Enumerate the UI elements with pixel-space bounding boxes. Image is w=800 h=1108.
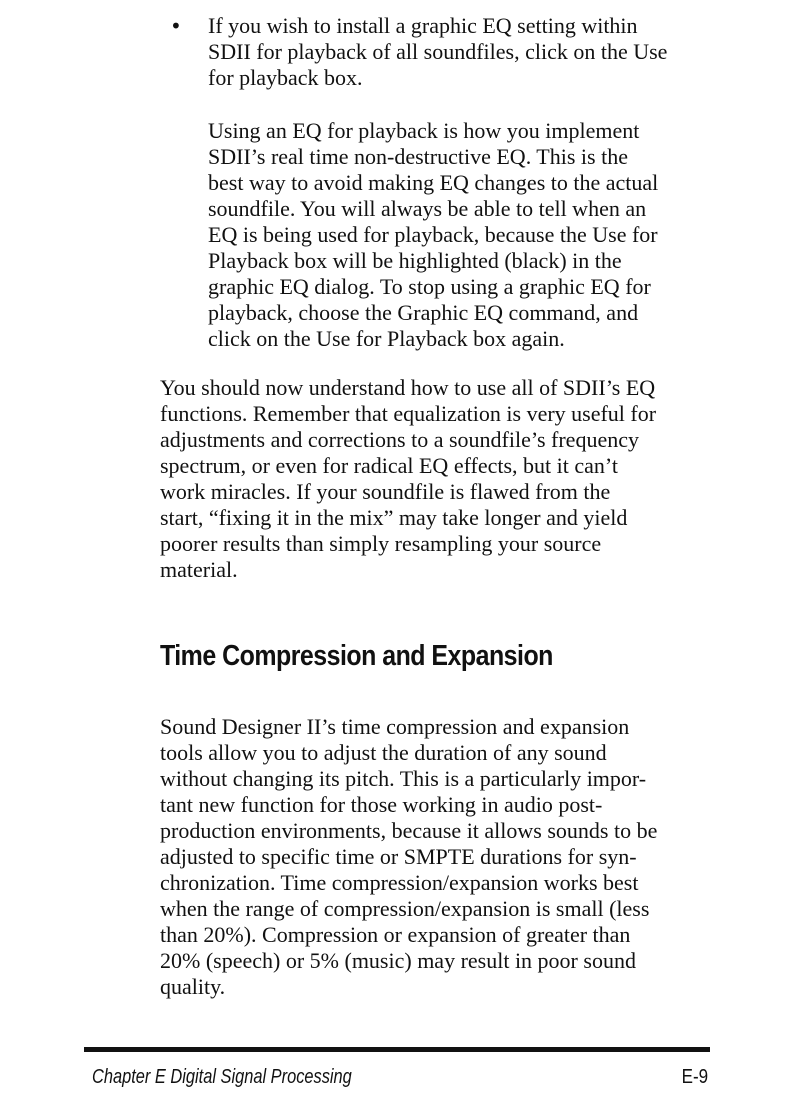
text-line: work miracles. If your soundfile is flawed from the [160, 479, 611, 504]
section-heading: Time Compression and Expansion [160, 640, 553, 672]
text-line: for playback box. [208, 65, 363, 90]
text-line: 20% (speech) or 5% (music) may result in poor sound [160, 948, 636, 973]
text-line: Sound Designer II’s time compression and expansion [160, 714, 630, 739]
text-line: functions. Remember that equalization is very useful for [160, 401, 657, 426]
footer-chapter-title: Chapter E Digital Signal Processing [92, 1066, 352, 1088]
text-line: You should now understand how to use all of SDII’s EQ [160, 375, 656, 400]
text-line: quality. [160, 974, 226, 999]
text-line: Playback box will be highlighted (black) in the [208, 248, 622, 273]
time-compression-paragraph [160, 714, 740, 1000]
text-line: chronization. Time compression/expansion works best [160, 870, 639, 895]
text-line: If you wish to install a graphic EQ setting within [208, 13, 638, 38]
footer-rule [84, 1047, 710, 1052]
text-line: SDII for playback of all soundfiles, click on the Use [208, 39, 668, 64]
summary-paragraph [160, 375, 740, 583]
text-line: SDII’s real time non-destructive EQ. This is the [208, 144, 628, 169]
text-line: start, “fixing it in the mix” may take longer and yield [160, 505, 628, 530]
text-line: adjustments and corrections to a soundfile’s frequency [160, 427, 639, 452]
text-line: soundfile. You will always be able to tell when an [208, 196, 647, 221]
text-line: graphic EQ dialog. To stop using a graphic EQ for [208, 274, 651, 299]
text-line: than 20%). Compression or expansion of greater than [160, 922, 631, 947]
bullet-item-text [208, 13, 728, 91]
text-line: poorer results than simply resampling your source [160, 531, 602, 556]
bullet-subparagraph [208, 118, 728, 352]
footer-page-number: E-9 [681, 1066, 708, 1088]
text-line: adjusted to specific time or SMPTE durations for syn- [160, 844, 637, 869]
bullet-marker: • [170, 14, 182, 38]
text-line: tant new function for those working in audio post- [160, 792, 603, 817]
text-line: Using an EQ for playback is how you implement [208, 118, 640, 143]
text-line: EQ is being used for playback, because the Use for [208, 222, 658, 247]
text-line: spectrum, or even for radical EQ effects, but it can’t [160, 453, 618, 478]
text-line: click on the Use for Playback box again. [208, 326, 565, 351]
text-line: material. [160, 557, 238, 582]
text-line: production environments, because it allows sounds to be [160, 818, 658, 843]
text-line: tools allow you to adjust the duration of any sound [160, 740, 607, 765]
text-line: playback, choose the Graphic EQ command, and [208, 300, 639, 325]
text-line: without changing its pitch. This is a particularly impor- [160, 766, 647, 791]
text-line: best way to avoid making EQ changes to the actual [208, 170, 659, 195]
text-line: when the range of compression/expansion is small (less [160, 896, 650, 921]
